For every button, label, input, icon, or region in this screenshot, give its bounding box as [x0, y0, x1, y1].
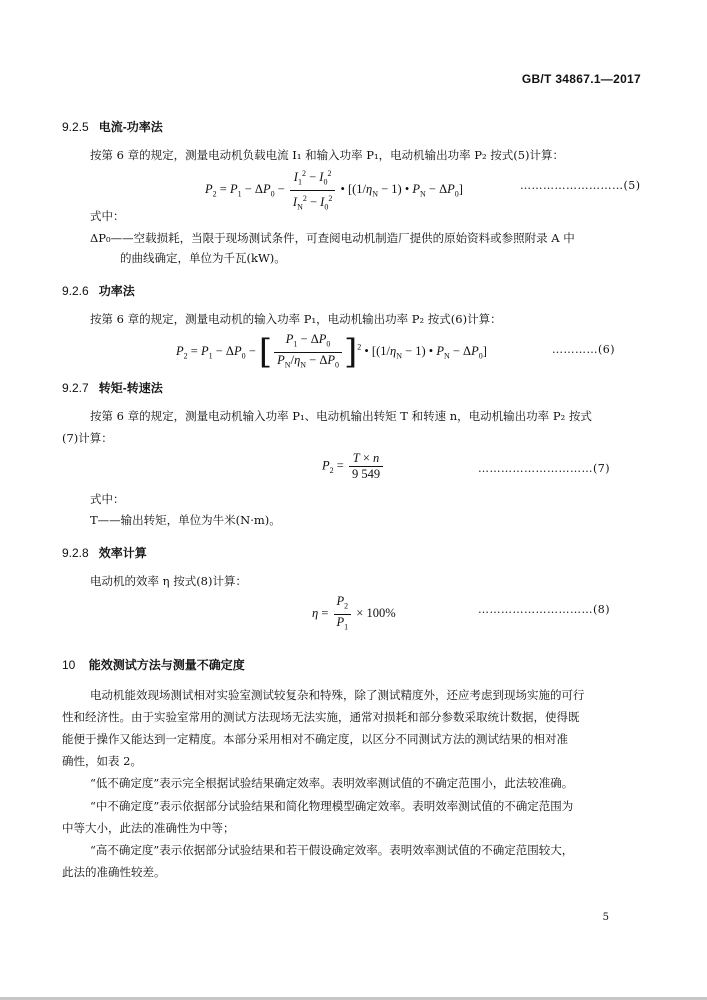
page-number: 5 [602, 912, 609, 923]
paragraph-10-1-line3: 能便于操作又能达到一定精度。本部分采用相对不确定度，以区分不同测试方法的测试结果的相对准 [62, 732, 568, 746]
where-label: 式中： [90, 209, 125, 223]
equation-number-6: …………(6) [552, 343, 616, 356]
paragraph-medium-uncertainty-line2: 中等大小，此法的准确性为中等； [62, 821, 235, 835]
paragraph-9-2-7-intro-line2: (7)计算： [62, 431, 113, 445]
paragraph-9-2-8-intro: 电动机的效率 η 按式(8)计算： [90, 574, 247, 588]
section-title: 效率计算 [98, 546, 147, 560]
equation-7: $P_2$ = $\frac{T \times n}{9 549}$ [322, 451, 385, 482]
definition-torque: T——输出转矩，单位为牛米(N·m)。 [90, 513, 281, 527]
section-heading-9-2-7 [62, 379, 163, 396]
paragraph-medium-uncertainty-line1: “中不确定度”表示依据部分试验结果和简化物理模型确定效率。表明效率测试值的不确定范围为 [90, 799, 574, 813]
equation-5: $P_2 = P_1 - \Delta P_0$ − $\frac{I_1^2 - I_0^2}{I_N^2 - I_0^2}$ • [$(1/\eta_N - 1)$ • $P_N - \Delta P_0$] [205, 166, 463, 214]
section-title: 电流-功率法 [98, 120, 163, 134]
section-number: 9.2.6 [62, 284, 89, 298]
paragraph-low-uncertainty: “低不确定度”表示完全根据试验结果确定效率。表明效率测试值的不确定范围小，此法较准确。 [90, 776, 574, 790]
paragraph-9-2-6-intro: 按第 6 章的规定，测量电动机的输入功率 P₁，电动机输出功率 P₂ 按式(6)计算： [90, 312, 502, 326]
section-heading-9-2-5 [62, 118, 163, 135]
paragraph-high-uncertainty-line2: 此法的准确性较差。 [62, 865, 166, 879]
equation-number-7: …………………………(7) [478, 462, 611, 475]
paragraph-9-2-5-intro: 按第 6 章的规定，测量电动机负载电流 I₁ 和输入功率 P₁，电动机输出功率 P₂ 按式(5)计算： [90, 148, 565, 162]
paragraph-9-2-7-intro-line1: 按第 6 章的规定，测量电动机输入功率 P₁、电动机输出转矩 T 和转速 n，电动机输出功率 P₂ 按式 [90, 409, 592, 423]
equation-6: $P_2 = P_1 - \Delta P_0$ − [ $\frac{P_1 - \Delta P_0}{P_N/\eta_N - \Delta P_0}$ ]$^2$ • [$(1/\eta_N - 1)$ • $P_N - \Delta P_0$] [176, 332, 487, 372]
section-heading-9-2-6 [62, 282, 135, 299]
where-label: 式中： [90, 492, 125, 506]
paragraph-10-1-line2: 性和经济性。由于实验室常用的测试方法现场无法实施，通常对损耗和部分参数采取统计数据，使得既 [62, 710, 580, 724]
equation-number-5: ………………………(5) [520, 179, 641, 192]
section-number: 9.2.8 [62, 546, 89, 560]
paragraph-10-1-line4: 确性，如表 2。 [62, 754, 142, 768]
section-number: 10 [62, 658, 76, 672]
paragraph-high-uncertainty-line1: “高不确定度”表示依据部分试验结果和若干假设确定效率。表明效率测试值的不确定范围较大， [90, 843, 574, 857]
equation-number-8: …………………………(8) [478, 603, 611, 616]
section-title: 功率法 [98, 284, 135, 298]
paragraph-10-1-line1: 电动机能效现场测试相对实验室测试较复杂和特殊，除了测试精度外，还应考虑到现场实施的可行 [90, 688, 585, 702]
section-title: 能效测试方法与测量不确定度 [88, 658, 245, 672]
section-number: 9.2.5 [62, 120, 89, 134]
equation-8: η = $\frac{P_2}{P_1}$ × 100% [312, 594, 396, 631]
definition-delta-p0-line2: 的曲线确定，单位为千瓦(kW)。 [120, 251, 286, 265]
standard-number: GB/T 34867.1—2017 [521, 72, 641, 86]
section-title: 转矩-转速法 [98, 381, 163, 395]
section-heading-9-2-8 [62, 544, 147, 561]
section-number: 9.2.7 [62, 381, 89, 395]
definition-delta-p0-line1: ΔP₀——空载损耗，当限于现场测试条件，可查阅电动机制造厂提供的原始资料或参照附录 A 中 [90, 231, 575, 245]
section-heading-10 [62, 656, 245, 673]
